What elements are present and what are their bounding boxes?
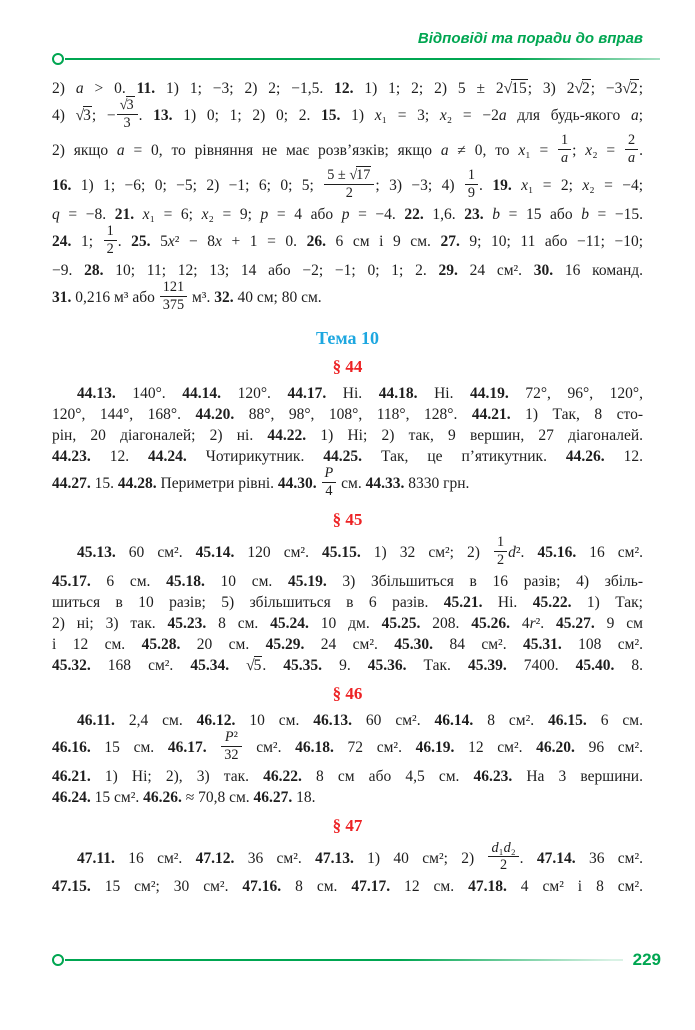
text-line: 2) a > 0. 11. 1) 1; −3; 2) 2; −1,5. 12. 1) 1; 2; 2) 5 ± 2√15; 3) 2√2; −3√2;: [52, 80, 643, 97]
fraction: $\frac{1}{a}$: [558, 133, 571, 166]
fraction: $\frac{1}{9}$: [465, 168, 478, 201]
text-line: 2) якщо a = 0, то рівняння не має розв’язків; якщо a ≠ 0, то x₁ = $\frac{1}{a}$ ; x₂ = $\frac{2}{a}$ .: [52, 131, 643, 166]
text-line: 120°, 144°, 168°. 44.20. 88°, 98°, 108°, 118°, 128°. 44.21. 1) Так, 8 сто-: [52, 405, 644, 423]
text-line: 46.24. 15 см². 46.26. ≈ 70,8 см. 46.27. 18.: [52, 788, 316, 806]
section-heading: § 44: [332, 356, 363, 376]
section-44-answers: [52, 383, 643, 502]
text-line: 2) ні; 3) так. 45.23. 8 см. 45.24. 10 дм. 45.25. 208. 45.26. 4r². 45.27. 9 см: [52, 614, 643, 632]
footer-rule-line: [65, 959, 623, 962]
text-line: шиться в 10 разів; 5) збільшиться в 6 разів. 45.21. Ні. 45.22. 1) Так;: [52, 593, 643, 611]
fraction: $\frac{1}{2}$: [104, 224, 117, 257]
text-line: 46.11. 2,4 см. 46.12. 10 см. 46.13. 60 см². 46.14. 8 см². 46.15. 6 см.: [77, 711, 643, 729]
fraction: $\frac{2}{a}$: [625, 133, 638, 166]
fraction: $\frac{P}{4}$: [322, 466, 337, 499]
text-line: і 12 см. 45.28. 20 см. 45.29. 24 см². 45.30. 84 см². 45.31. 108 см².: [52, 635, 643, 653]
sqrt-radical: √17: [349, 166, 371, 183]
header-rule-line: [65, 58, 660, 61]
sqrt-radical: √3: [75, 107, 91, 125]
page-number: 229: [632, 950, 661, 969]
fraction: $\frac{5 \pm √17}{2}$: [324, 168, 374, 201]
text-line: 46.16. 15 см. 46.17. $\frac{\text{P²}}{32}$ см². 46.18. 72 см². 46.19. 12 см². 46.20. 96 см².: [52, 728, 643, 763]
fraction: $\frac{121}{375}$: [160, 280, 187, 313]
text-line: 44.23. 12. 44.24. Чотирикутник. 44.25. Так, це п’ятикутник. 44.26. 12.: [52, 447, 643, 465]
header-rule: [52, 53, 660, 65]
text-line: 44.27. 15. 44.28. Периметри рівні. 44.30. $\frac{P}{4}$ см. 44.33. 8330 грн.: [52, 464, 470, 499]
text-line: q = −8. 21. x₁ = 6; x₂ = 9; p = 4 або p = −4. 22. 1,6. 23. b = 15 або b = −15.: [52, 205, 644, 223]
rule-endpoint-dot-icon: [52, 53, 64, 65]
running-head: Відповіді та поради до вправ: [417, 30, 643, 47]
text-line: рін, 20 діагоналей; 2) ні. 44.22. 1) Ні; 2) так, 9 вершин, 27 діагоналей.: [52, 426, 644, 444]
sqrt-radical: √15: [503, 80, 527, 97]
fraction: $\frac{1}{2}$: [494, 535, 507, 568]
section-46-answers: [52, 710, 643, 808]
section-heading: § 45: [332, 509, 363, 529]
answers-content: [52, 78, 643, 897]
section-45-answers: [52, 533, 644, 676]
text-line: 45.13. 60 см². 45.14. 120 см². 45.15. 1) 32 см²; 2) $\frac{1}{2}$ d². 45.16. 16 см².: [77, 533, 644, 568]
text-line: 44.13. 140°. 44.14. 120°. 44.17. Ні. 44.18. Ні. 44.19. 72°, 96°, 120°,: [77, 384, 643, 402]
text-line: 45.32. 168 см². 45.34. √5. 45.35. 9. 45.36. Так. 45.39. 7400. 45.40. 8.: [52, 656, 644, 674]
text-line: 4) √3; − $\frac{√3}{3}$ . 13. 1) 0; 1; 2) 0; 2. 15. 1) x₁ = 3; x₂ = −2a для будь-якого a;: [52, 97, 644, 131]
sqrt-radical: √2: [622, 80, 638, 97]
theme-heading: Тема 10: [316, 327, 379, 348]
section-47-answers: [52, 839, 644, 898]
page-footer: [52, 950, 661, 970]
fraction: $\frac{√3}{3}$: [117, 98, 138, 131]
section-heading: § 46: [332, 683, 363, 703]
text-line: 24. 1; $\frac{1}{2}$ . 25. 5x² − 8x + 1 = 0. 26. 6 см і 9 см. 27. 9; 10; 11 або −11; −10;: [52, 222, 644, 257]
text-line: 45.17. 6 см. 45.18. 10 см. 45.19. 3) Збільшиться в 16 разів; 4) збіль-: [52, 572, 643, 590]
text-line: 47.11. 16 см². 47.12. 36 см². 47.13. 1) 40 см²; 2) $\frac{\text{d₁d₂}}{2}$ . 47.14. 36 см².: [77, 839, 644, 874]
text-line: −9. 28. 10; 11; 12; 13; 14 або −2; −1; 0; 1; 2. 29. 24 см². 30. 16 команд.: [52, 261, 644, 279]
text-line: 16. 1) 1; −6; 0; −5; 2) −1; 6; 0; 5; $\frac{5 \pm √17}{2}$ ; 3) −3; 4) $\frac{1}{9}$ . 19. x₁ = 2; x₂ = −4;: [52, 166, 644, 201]
fraction: $\frac{\text{d₁d₂}}{2}$: [488, 841, 518, 874]
section-heading: § 47: [332, 815, 363, 835]
fraction: $\frac{\text{P²}}{32}$: [221, 730, 241, 763]
sqrt-radical: √3: [119, 97, 134, 113]
sqrt-radical: √5: [246, 656, 262, 674]
text-line: 47.15. 15 см²; 30 см². 47.16. 8 см. 47.17. 12 см. 47.18. 4 см² і 8 см².: [52, 878, 643, 896]
rule-endpoint-dot-icon: [52, 954, 64, 966]
text-line: 31. 0,216 м³ або $\frac{121}{375}$ м³. 32. 40 см; 80 см.: [52, 278, 322, 313]
text-line: 46.21. 1) Ні; 2), 3) так. 46.22. 8 см або 4,5 см. 46.23. На 3 вершини.: [52, 767, 643, 785]
answers-continued: [52, 78, 643, 316]
sqrt-radical: √2: [574, 80, 590, 97]
